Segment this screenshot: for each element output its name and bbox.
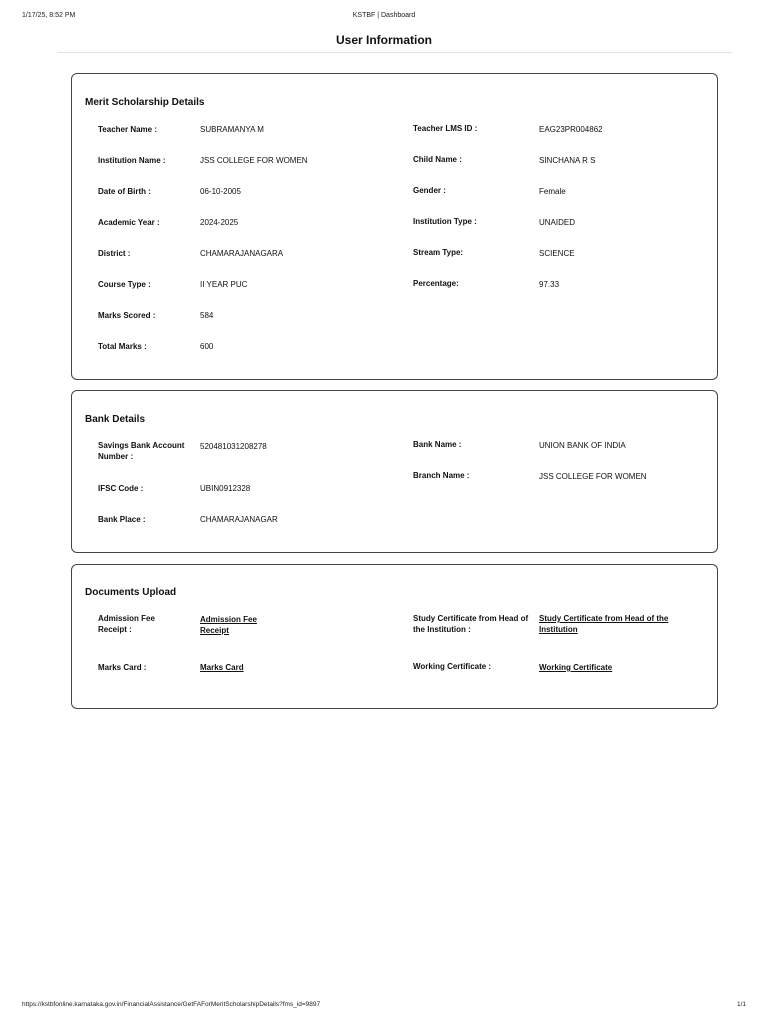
merit-scholarship-heading: Merit Scholarship Details: [85, 97, 205, 108]
gender-label: Gender :: [413, 186, 446, 195]
bank-details-card: [71, 390, 718, 553]
documents-upload-heading: Documents Upload: [85, 587, 177, 598]
course-type-value: II YEAR PUC: [200, 280, 248, 289]
account-number-value: 520481031208278: [200, 442, 267, 451]
print-page-number: 1/1: [736, 1001, 746, 1008]
print-footer: [0, 1001, 768, 1013]
page-title: User Information: [335, 33, 432, 47]
date-of-birth-value: 06-10-2005: [200, 187, 241, 196]
teacher-lms-id-label: Teacher LMS ID :: [413, 124, 478, 133]
print-url: https://kstbfonline.karnataka.gov.in/FinancialAssistance/GetFAForMeritScholarshipDetails?fms_id=9897: [22, 1001, 321, 1008]
district-value: CHAMARAJANAGARA: [200, 249, 284, 258]
date-of-birth-label: Date of Birth :: [98, 187, 151, 196]
print-header: [0, 12, 768, 24]
course-type-label: Course Type :: [98, 280, 151, 289]
admission-fee-receipt-link[interactable]: Admission Fee Receipt: [200, 615, 257, 635]
institution-type-value: UNAIDED: [539, 218, 576, 227]
marks-scored-label: Marks Scored :: [98, 311, 156, 320]
study-certificate-link[interactable]: Study Certificate from Head of the Institution: [539, 614, 669, 634]
academic-year-value: 2024-2025: [200, 218, 239, 227]
teacher-name-value: SUBRAMANYA M: [200, 125, 264, 134]
marks-card-link[interactable]: Marks Card: [200, 663, 244, 672]
gender-value: Female: [539, 187, 566, 196]
print-datetime: 1/17/25, 8:52 PM: [22, 12, 76, 19]
district-label: District :: [98, 249, 131, 258]
study-certificate-label: Study Certificate from Head of the Institution :: [413, 614, 529, 634]
percentage-label: Percentage:: [413, 279, 459, 288]
institution-name-value: JSS COLLEGE FOR WOMEN: [200, 156, 308, 165]
admission-fee-receipt-label: Admission Fee Receipt :: [98, 614, 155, 634]
ifsc-code-label: IFSC Code :: [98, 484, 144, 493]
bank-name-label: Bank Name :: [413, 440, 462, 449]
marks-card-label: Marks Card :: [98, 663, 147, 672]
total-marks-label: Total Marks :: [98, 342, 147, 351]
bank-details-heading: Bank Details: [85, 414, 146, 425]
teacher-lms-id-value: EAG23PR004862: [539, 125, 603, 134]
print-page-title: KSTBF | Dashboard: [352, 12, 416, 19]
stream-type-label: Stream Type:: [413, 248, 464, 257]
account-number-label: Savings Bank Account Number :: [98, 441, 185, 461]
academic-year-label: Academic Year :: [98, 218, 160, 227]
percentage-value: 97.33: [539, 280, 560, 289]
stream-type-value: SCIENCE: [539, 249, 575, 258]
working-certificate-link[interactable]: Working Certificate: [539, 663, 613, 672]
marks-scored-value: 584: [200, 311, 214, 320]
working-certificate-label: Working Certificate :: [413, 662, 492, 671]
bank-name-value: UNION BANK OF INDIA: [539, 441, 626, 450]
child-name-label: Child Name :: [413, 155, 462, 164]
total-marks-value: 600: [200, 342, 214, 351]
bank-place-value: CHAMARAJANAGAR: [200, 515, 278, 524]
title-divider: [58, 52, 732, 53]
merit-scholarship-card: [71, 73, 718, 380]
child-name-value: SINCHANA R S: [539, 156, 596, 165]
documents-upload-card: [71, 564, 718, 709]
branch-name-label: Branch Name :: [413, 471, 470, 480]
branch-name-value: JSS COLLEGE FOR WOMEN: [539, 472, 647, 481]
teacher-name-label: Teacher Name :: [98, 125, 157, 134]
institution-type-label: Institution Type :: [413, 217, 477, 226]
bank-place-label: Bank Place :: [98, 515, 146, 524]
institution-name-label: Institution Name :: [98, 156, 166, 165]
ifsc-code-value: UBIN0912328: [200, 484, 251, 493]
